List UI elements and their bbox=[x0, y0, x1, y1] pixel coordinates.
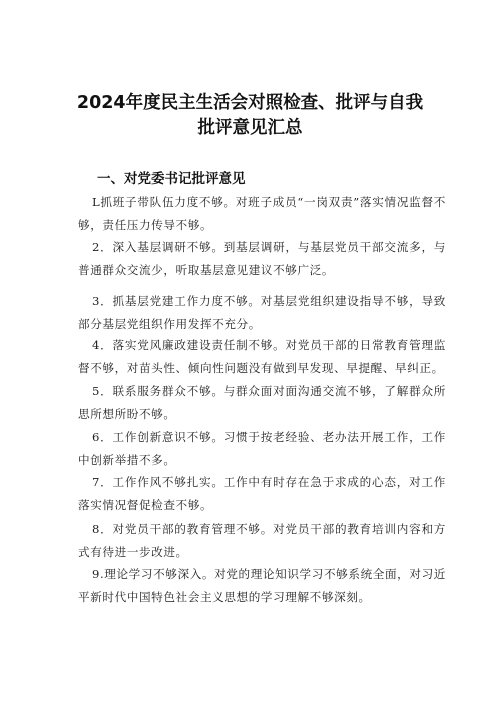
criticism-item-7-text: 7．工作作风不够扎实。工作中有时存在急于求成的心态，对工作落实情况督促检查不够。 bbox=[78, 475, 446, 512]
criticism-item-7 bbox=[78, 471, 446, 516]
criticism-item-5-text: 5．联系服务群众不够。与群众面对面沟通交流不够，了解群众所思所想所盼不够。 bbox=[78, 384, 446, 421]
criticism-item-2 bbox=[78, 236, 446, 281]
criticism-item-2-text: 2．深入基层调研不够。到基层调研，与基层党员干部交流多，与普通群众交流少，听取基层意见建议不够广泛。 bbox=[78, 240, 446, 277]
criticism-item-5 bbox=[78, 380, 446, 425]
document-title-line-1: 2024年度民主生活会对照检查、批评与自我 bbox=[76, 93, 424, 113]
criticism-item-6 bbox=[78, 426, 446, 471]
section-heading: 一、对党委书记批评意见 bbox=[97, 171, 246, 187]
criticism-item-6-text: 6．工作创新意识不够。习惯于按老经验、老办法开展工作，工作中创新举措不多。 bbox=[78, 430, 446, 467]
criticism-item-4 bbox=[78, 334, 446, 379]
document-title-line-2: 批评意见汇总 bbox=[197, 118, 303, 138]
criticism-item-9 bbox=[78, 563, 446, 608]
criticism-item-1-text: L抓班子带队伍力度不够。对班子成员“一岗双责”落实情况监督不够，责任压力传导不够。 bbox=[78, 195, 446, 232]
criticism-item-3 bbox=[78, 290, 446, 335]
criticism-item-1 bbox=[78, 191, 446, 236]
criticism-item-4-text: 4．落实党风廉政建设责任制不够。对党员干部的日常教育管理监督不够，对苗头性、倾向性问题没有做到早发现、早提醒、早纠正。 bbox=[78, 338, 446, 375]
criticism-item-3-text: 3．抓基层党建工作力度不够。对基层党组织建设指导不够，导致部分基层党组织作用发挥不充分。 bbox=[78, 294, 446, 331]
criticism-item-8-text: 8．对党员干部的教育管理不够。对党员干部的教育培训内容和方式有待进一步改进。 bbox=[78, 522, 446, 559]
criticism-item-8 bbox=[78, 518, 446, 563]
criticism-item-9-text: 9.理论学习不够深入。对党的理论知识学习不够系统全面，对习近平新时代中国特色社会主义思想的学习理解不够深刻。 bbox=[78, 567, 446, 604]
